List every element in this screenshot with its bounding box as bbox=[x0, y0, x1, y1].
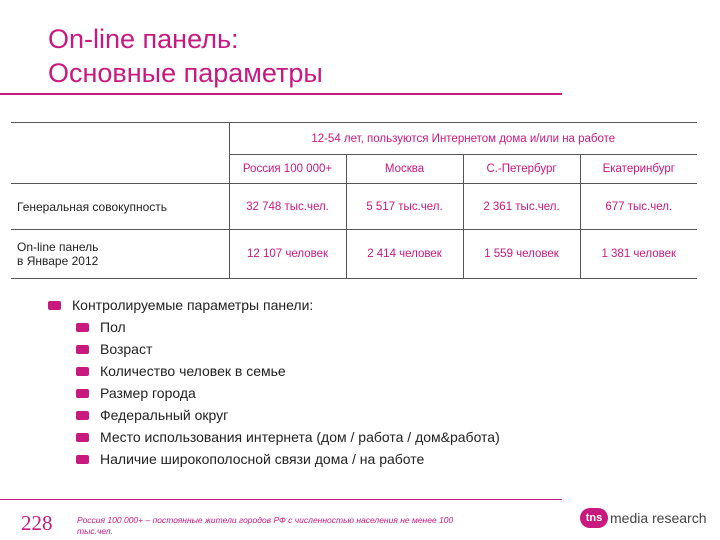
column-header-moscow: Москва bbox=[346, 155, 463, 184]
table-cell: 2 361 тыс.чел. bbox=[463, 184, 580, 230]
bullet-icon bbox=[76, 389, 89, 398]
column-header-spb: С.-Петербург bbox=[463, 155, 580, 184]
bullet-icon bbox=[76, 411, 89, 420]
table-cell: 5 517 тыс.чел. bbox=[346, 184, 463, 230]
bullet-icon bbox=[76, 433, 89, 442]
list-item bbox=[76, 404, 500, 426]
table-cell: 32 748 тыс.чел. bbox=[229, 184, 346, 230]
footer-divider bbox=[0, 499, 562, 500]
column-header-ekaterinburg: Екатеринбург bbox=[580, 155, 697, 184]
slide-title-line-1: On-line панель: bbox=[48, 24, 239, 54]
list-item-text: Место использования интернета (дом / работа / дом&работа) bbox=[100, 429, 500, 445]
row-label-online-panel bbox=[11, 230, 229, 279]
list-heading-text: Контролируемые параметры панели: bbox=[72, 297, 314, 313]
list-item bbox=[76, 448, 500, 470]
list-item-text: Пол bbox=[100, 319, 126, 335]
row-label-line-2: в Январе 2012 bbox=[17, 254, 99, 268]
bullet-icon bbox=[76, 323, 89, 332]
column-header-russia: Россия 100 000+ bbox=[229, 155, 346, 184]
bullet-icon bbox=[48, 301, 61, 310]
list-item-text: Возраст bbox=[100, 341, 153, 357]
logo-text: media research bbox=[610, 510, 707, 526]
table-cell: 12 107 человек bbox=[229, 230, 346, 279]
bullet-icon bbox=[76, 345, 89, 354]
list-heading bbox=[48, 294, 500, 316]
table-row bbox=[11, 230, 697, 279]
list-item bbox=[76, 426, 500, 448]
list-item bbox=[76, 360, 500, 382]
page-number: 228 bbox=[21, 511, 53, 535]
row-label-line-1: On-line панель bbox=[17, 240, 99, 254]
controlled-parameters-list bbox=[48, 294, 500, 470]
list-item-text: Количество человек в семье bbox=[100, 363, 286, 379]
row-label-general-population: Генеральная совокупность bbox=[11, 184, 229, 230]
list-item bbox=[76, 382, 500, 404]
title-divider bbox=[0, 93, 562, 95]
list-item bbox=[76, 338, 500, 360]
table-cell: 677 тыс.чел. bbox=[580, 184, 697, 230]
table-corner-cell bbox=[11, 123, 229, 184]
footnote: Россия 100 000+ – постоянные жители городов РФ с численностью населения не менее 100 тыс.чел. bbox=[77, 515, 454, 536]
list-item-text: Наличие широкополосной связи дома / на работе bbox=[100, 451, 425, 467]
list-item-text: Размер города bbox=[100, 385, 196, 401]
table-cell: 2 414 человек bbox=[346, 230, 463, 279]
list-item-text: Федеральный округ bbox=[100, 407, 229, 423]
list-item bbox=[76, 316, 500, 338]
table-cell: 1 381 человек bbox=[580, 230, 697, 279]
slide-title bbox=[48, 22, 323, 90]
table-row bbox=[11, 184, 697, 230]
bullet-icon bbox=[76, 367, 89, 376]
table-group-header: 12-54 лет, пользуются Интернетом дома и/или на работе bbox=[229, 123, 697, 155]
bullet-icon bbox=[76, 455, 89, 464]
slide-title-line-2: Основные параметры bbox=[48, 58, 323, 88]
logo-mark: tns bbox=[580, 508, 608, 528]
table-cell: 1 559 человек bbox=[463, 230, 580, 279]
table-header-row-group bbox=[11, 123, 697, 155]
panel-parameters-table bbox=[11, 122, 697, 279]
tns-logo bbox=[580, 508, 707, 528]
